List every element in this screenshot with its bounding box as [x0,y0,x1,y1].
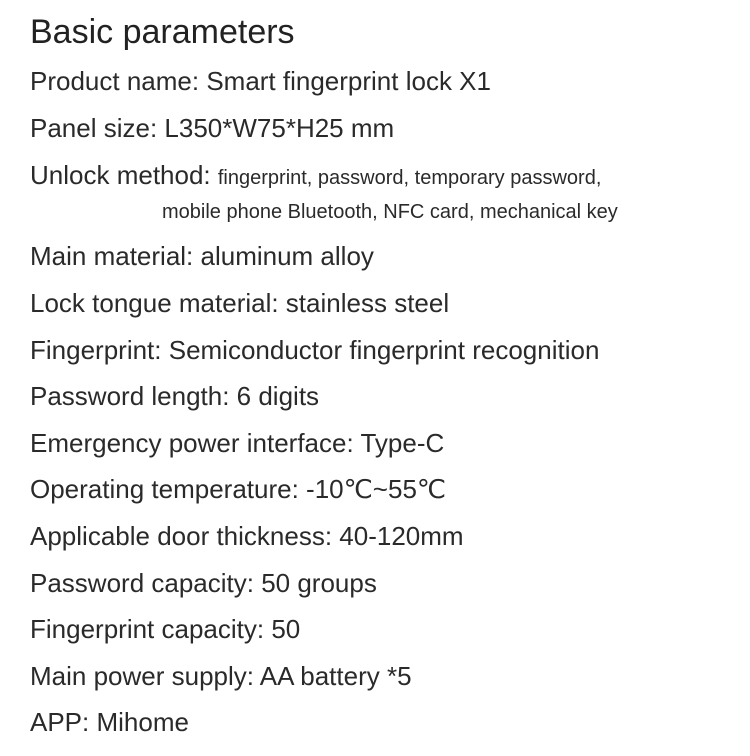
spec-main-material: Main material: aluminum alloy [30,241,374,271]
spec-panel-size: Panel size: L350*W75*H25 mm [30,113,395,143]
spec-unlock-method [30,158,601,195]
spec-operating-temperature: Operating temperature: -10℃~55℃ [30,474,447,504]
spec-door-thickness: Applicable door thickness: 40-120mm [30,521,464,551]
spec-main-power: Main power supply: AA battery *5 [30,661,412,691]
spec-password-capacity: Password capacity: 50 groups [30,568,377,598]
spec-app: APP: Mihome [30,707,189,737]
spec-unlock-label: Unlock method: [30,160,218,190]
spec-password-length: Password length: 6 digits [30,381,320,411]
spec-lock-tongue: Lock tongue material: stainless steel [30,288,450,318]
spec-emergency-power: Emergency power interface: Type-C [30,428,445,458]
page-title: Basic parameters [30,13,295,51]
spec-fingerprint-capacity: Fingerprint capacity: 50 [30,614,301,644]
spec-unlock-values-continued: mobile phone Bluetooth, NFC card, mechanical key [162,201,618,223]
spec-fingerprint: Fingerprint: Semiconductor fingerprint recognition [30,335,600,365]
spec-unlock-values: fingerprint, password, temporary password, [217,167,602,189]
spec-product-name: Product name: Smart fingerprint lock X1 [30,66,491,96]
